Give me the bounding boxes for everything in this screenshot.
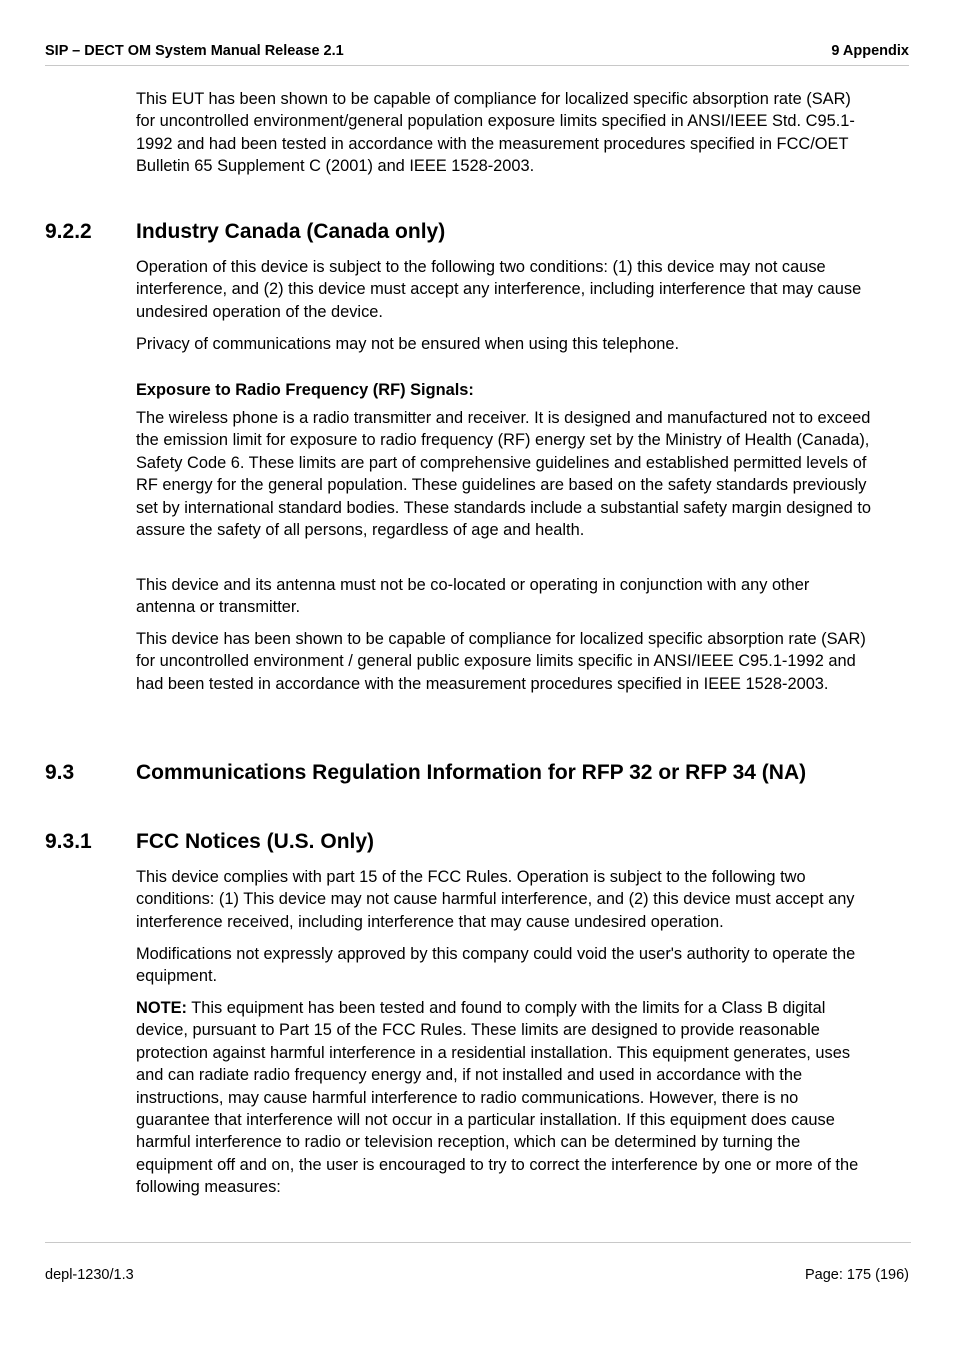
- paragraph-sar: This device has been shown to be capable of compliance for localized specific absorption rate (SAR) for uncontrolled environment / general public exposure limits specific in ANSI/IEEE C95.1-1992 and had been tested in accordance with the measurement procedures specified in IEEE 1528-2003.: [136, 630, 866, 693]
- paragraph-part15: This device complies with part 15 of the FCC Rules. Operation is subject to the following two conditions: (1) This device may not cause harmful interference, and (2) this device must accept any interference received, including interference that may cause undesired operation.: [136, 868, 855, 931]
- note-label: NOTE:: [136, 999, 187, 1017]
- page-header: [45, 41, 909, 66]
- note-text: This equipment has been tested and found to comply with the limits for a Class B digital device, pursuant to Part 15 of the FCC Rules. These limits are designed to provide reasonable protection against harmful interference in a residential installation. This equipment generates, uses and can radiate radio frequency energy and, if not installed and used in accordance with the instructions, may cause harmful interference to radio communications. However, there is no guarantee that interference will not occur in a particular installation. If this equipment does cause harmful interference to radio or television reception, which can be determined by turning the equipment off and on, the user is encouraged to try to correct the interference by one or more of the following measures:: [136, 999, 859, 1197]
- header-section: 9 Appendix: [831, 43, 909, 59]
- heading-number: 9.2.2: [45, 220, 92, 243]
- paragraph-wireless: The wireless phone is a radio transmitter and receiver. It is designed and manufactured not to exceed the emission limit for exposure to radio frequency (RF) energy set by the Ministry of Health (Canada), Safety Code 6. These limits are part of comprehensive guidelines and established permitted levels of RF energy for the general population. These guidelines are based on the safety standards previously set by international standard bodies. These standards include a substantial safety margin designed to assure the safety of all persons, regardless of age and health.: [136, 409, 872, 540]
- page-footer: [45, 1242, 911, 1283]
- heading-text: Communications Regulation Information for RFP 32 or RFP 34 (NA): [136, 761, 807, 784]
- paragraph-eut: This EUT has been shown to be capable of compliance for localized specific absorption rate (SAR) for uncontrolled environment/general population exposure limits specified in ANSI/IEEE Std. C95.1-1992 and had been tested in accordance with the measurement procedures specified in FCC/OET Bulletin 65 Supplement C (2001) and IEEE 1528-2003.: [136, 90, 855, 176]
- heading-number: 9.3.1: [45, 830, 92, 853]
- heading-text: FCC Notices (U.S. Only): [136, 830, 375, 853]
- heading-number: 9.3: [45, 761, 75, 784]
- heading-9-3: [45, 761, 806, 785]
- paragraph-privacy: Privacy of communications may not be ensured when using this telephone.: [136, 335, 680, 353]
- page-number: Page: 175 (196): [805, 1267, 909, 1283]
- paragraph-colocated: This device and its antenna must not be co-located or operating in conjunction with any other antenna or transmitter.: [136, 576, 810, 617]
- heading-9-2-2: [45, 220, 445, 244]
- header-title: SIP – DECT OM System Manual Release 2.1: [45, 43, 344, 59]
- heading-9-3-1: [45, 830, 374, 854]
- heading-text: Industry Canada (Canada only): [136, 220, 446, 243]
- paragraph-modifications: Modifications not expressly approved by this company could void the user's authority to operate the equipment.: [136, 945, 856, 986]
- paragraph-note: [136, 997, 871, 1199]
- subheading-exposure: Exposure to Radio Frequency (RF) Signals:: [136, 381, 474, 399]
- paragraph-operation: Operation of this device is subject to the following two conditions: (1) this device may not cause interference, and (2) this device must accept any interference, including interference that may cause undesired operation of the device.: [136, 258, 862, 321]
- document-id: depl-1230/1.3: [45, 1267, 134, 1283]
